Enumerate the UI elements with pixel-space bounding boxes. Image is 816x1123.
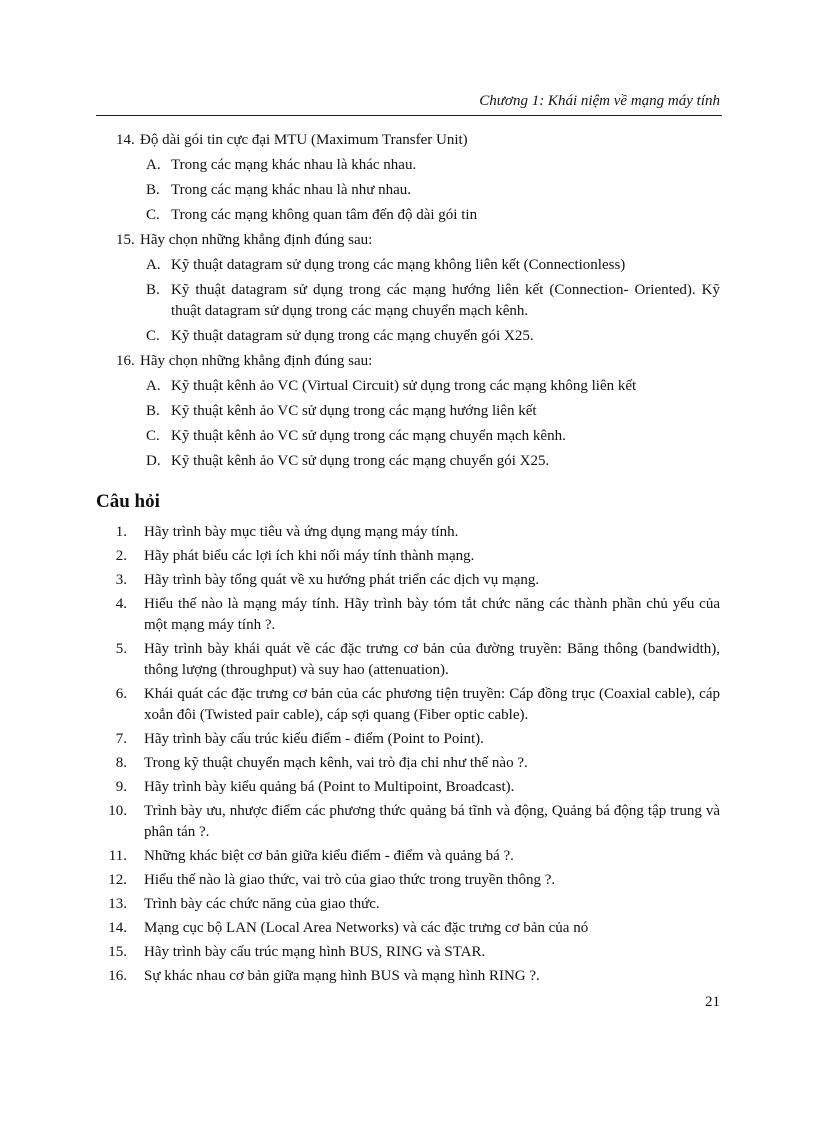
question-item (96, 894, 720, 915)
question-text: Hãy trình bày kiểu quảng bá (Point to Multipoint, Broadcast). (144, 779, 515, 795)
question-text: Hãy trình bày cấu trúc mạng hình BUS, RING và STAR. (144, 944, 486, 960)
question-number: 2. (115, 548, 127, 564)
question-item (96, 522, 720, 543)
question-item (96, 570, 720, 591)
question-number: 11. (108, 848, 127, 864)
answer-option (96, 401, 720, 422)
option-letter: A. (146, 257, 161, 273)
option-letter: B. (146, 282, 160, 298)
question-number: 5. (115, 641, 127, 657)
review-questions-list (96, 522, 720, 987)
question-text: Hiểu thế nào là giao thức, vai trò của giao thức trong truyền thông ?. (144, 872, 556, 888)
question-number: 15. (116, 232, 135, 248)
question-item (96, 846, 720, 867)
option-text: Trong các mạng không quan tâm đến độ dài gói tin (171, 207, 478, 223)
mcq-question (96, 230, 720, 251)
option-letter: C. (146, 428, 160, 444)
question-number: 7. (115, 731, 127, 747)
question-item (96, 639, 720, 681)
question-item (96, 942, 720, 963)
question-item (96, 918, 720, 939)
question-item (96, 684, 720, 726)
answer-option (96, 255, 720, 276)
option-text: Kỹ thuật kênh ảo VC sử dụng trong các mạng chuyển gói X25. (171, 453, 550, 469)
question-text: Hãy trình bày tổng quát về xu hướng phát triển các dịch vụ mạng. (144, 572, 540, 588)
option-letter: C. (146, 328, 160, 344)
question-number: 12. (108, 872, 127, 888)
question-item (96, 801, 720, 843)
question-number: 16. (108, 968, 127, 984)
answer-option (96, 180, 720, 201)
question-item (96, 753, 720, 774)
option-text: Kỹ thuật kênh ảo VC (Virtual Circuit) sử dụng trong các mạng không liên kết (171, 378, 637, 394)
option-letter: D. (146, 453, 161, 469)
question-number: 14. (108, 920, 127, 936)
question-item (96, 870, 720, 891)
option-text: Kỹ thuật datagram sử dụng trong các mạng hướng liên kết (Connection- Oriented). Kỹ thuật datagram sử dụng trong các mạng chuyển mạch kênh. (171, 282, 720, 319)
answer-option (96, 376, 720, 397)
running-header: Chương 1: Khái niệm về mạng máy tính (479, 93, 720, 109)
question-text: Mạng cục bộ LAN (Local Area Networks) và các đặc trưng cơ bản của nó (144, 920, 589, 936)
question-number: 13. (108, 896, 127, 912)
answer-option (96, 280, 720, 322)
question-number: 10. (108, 803, 127, 819)
option-letter: A. (146, 378, 161, 394)
question-number: 14. (116, 132, 135, 148)
question-number: 16. (116, 353, 135, 369)
question-item (96, 546, 720, 567)
question-text: Hãy chọn những khẳng định đúng sau: (140, 353, 373, 369)
question-text: Sự khác nhau cơ bản giữa mạng hình BUS và mạng hình RING ?. (144, 968, 540, 984)
question-item (96, 729, 720, 750)
answer-options (96, 255, 720, 347)
option-text: Trong các mạng khác nhau là khác nhau. (171, 157, 417, 173)
header-rule (96, 115, 722, 116)
question-text: Những khác biệt cơ bản giữa kiểu điểm - điểm và quảng bá ?. (144, 848, 514, 864)
option-letter: B. (146, 403, 160, 419)
question-text: Hãy trình bày mục tiêu và ứng dụng mạng máy tính. (144, 524, 459, 540)
question-text: Hãy trình bày khái quát về các đặc trưng cơ bản của đường truyền: Băng thông (bandwidth), thông lượng (throughput) và suy hao (attenuation). (144, 641, 720, 678)
question-number: 8. (115, 755, 127, 771)
mcq-question (96, 351, 720, 372)
option-text: Kỹ thuật kênh ảo VC sử dụng trong các mạng hướng liên kết (171, 403, 537, 419)
question-item (96, 594, 720, 636)
question-number: 4. (115, 596, 127, 612)
question-text: Độ dài gói tin cực đại MTU (Maximum Transfer Unit) (140, 132, 468, 148)
question-text: Khái quát các đặc trưng cơ bản của các phương tiện truyền: Cáp đồng trục (Coaxial cable), cáp xoắn đôi (Twisted pair cable), cáp sợi quang (Fiber optic cable). (144, 686, 720, 723)
question-text: Hãy phát biểu các lợi ích khi nối máy tính thành mạng. (144, 548, 475, 564)
question-number: 9. (115, 779, 127, 795)
option-text: Kỹ thuật datagram sử dụng trong các mạng chuyển gói X25. (171, 328, 534, 344)
option-text: Kỹ thuật datagram sử dụng trong các mạng không liên kết (Connectionless) (171, 257, 626, 273)
question-text: Hãy trình bày cấu trúc kiểu điểm - điểm (Point to Point). (144, 731, 484, 747)
option-letter: C. (146, 207, 160, 223)
question-item (96, 777, 720, 798)
question-text: Trình bày các chức năng của giao thức. (144, 896, 380, 912)
question-text: Trình bày ưu, nhược điểm các phương thức quảng bá tĩnh và động, Quảng bá động tập trung và phân tán ?. (144, 803, 720, 840)
page-content (96, 130, 720, 990)
page-number: 21 (705, 994, 720, 1010)
answer-options (96, 376, 720, 472)
multiple-choice-questions (96, 130, 720, 472)
question-number: 3. (115, 572, 127, 588)
option-letter: B. (146, 182, 160, 198)
answer-options (96, 155, 720, 226)
mcq-question (96, 130, 720, 151)
option-text: Kỹ thuật kênh ảo VC sử dụng trong các mạng chuyển mạch kênh. (171, 428, 566, 444)
answer-option (96, 426, 720, 447)
option-text: Trong các mạng khác nhau là như nhau. (171, 182, 412, 198)
answer-option (96, 451, 720, 472)
question-text: Hiểu thế nào là mạng máy tính. Hãy trình bày tóm tắt chức năng các thành phần chủ yếu của một mạng máy tính ?. (144, 596, 720, 633)
answer-option (96, 155, 720, 176)
question-number: 6. (115, 686, 127, 702)
question-number: 1. (115, 524, 127, 540)
question-text: Hãy chọn những khẳng định đúng sau: (140, 232, 373, 248)
question-item (96, 966, 720, 987)
answer-option (96, 326, 720, 347)
option-letter: A. (146, 157, 161, 173)
answer-option (96, 205, 720, 226)
question-number: 15. (108, 944, 127, 960)
section-title: Câu hỏi (96, 491, 160, 512)
question-text: Trong kỹ thuật chuyển mạch kênh, vai trò địa chỉ như thế nào ?. (144, 755, 528, 771)
